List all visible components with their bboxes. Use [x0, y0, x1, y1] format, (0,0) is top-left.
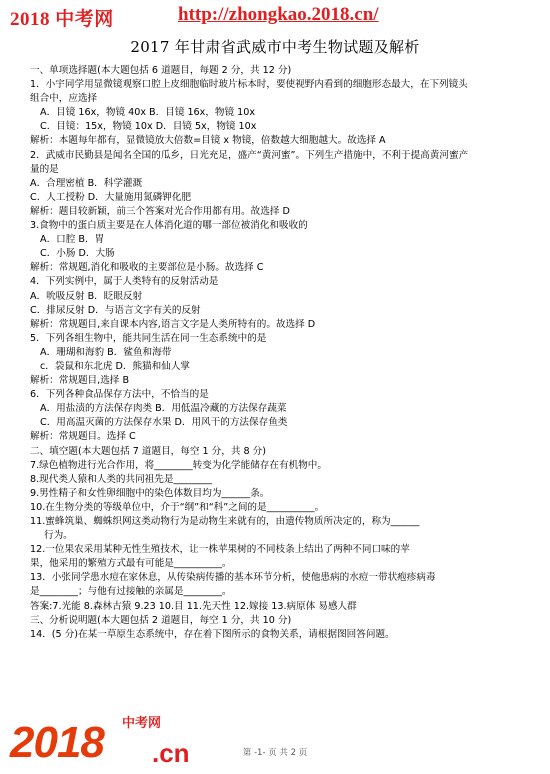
answer-key: 答案:7.光能 8.森林古猿 9.23 10.目 11.先天性 12.嫁接 13.病原体 易感人群: [30, 600, 357, 612]
analysis-text: 解析：常规题目。选择 C: [30, 431, 136, 443]
question-text: 量的是: [30, 163, 59, 175]
question-text: 组合中，应选择: [30, 93, 98, 105]
site-name: 2018 中考网: [10, 9, 114, 30]
answer-options: C．小肠 D．大肠: [40, 248, 115, 260]
section-heading: 二、填空题(本大题包括 7 道题目，每空 1 分，共 8 分): [30, 445, 266, 457]
answer-options: A．口腔 B．胃: [40, 234, 105, 246]
question-text: 10.在生物分类的等级单位中，介于“纲”和“科”之间的是__________。: [30, 501, 325, 513]
answer-options: C．目镜：15x，物镜 10x D．目镜 5x，物镜 10x: [40, 121, 257, 133]
question-text: 果，他采用的繁殖方式最有可能是__________。: [30, 558, 232, 570]
answer-options: A．目镜 16x，物镜 40x B．目镜 16x，物镜 10x: [40, 107, 256, 119]
question-text: 14．(5 分)在某一草原生态系统中，存在着下图所示的食物关系，请根据图回答问题。: [30, 628, 395, 640]
logo-number: 2018: [10, 718, 104, 767]
question-text: 5．下列各组生物中，能共同生活在同一生态系统中的是: [30, 332, 267, 344]
analysis-text: 解析：常规题目,来自课本内容,语言文字是人类所特有的。故选择 D: [30, 318, 316, 330]
answer-options: C．用高温灭菌的方法保存水果 D．用风干的方法保存鱼类: [40, 417, 288, 429]
document-body: [30, 64, 525, 642]
answer-options: A．珊瑚和海豹 B．鲨鱼和海带: [40, 346, 172, 358]
question-text: 7.绿色植物进行光合作用，将________转变为化学能储存在有机物中。: [30, 459, 327, 471]
analysis-text: 解析：本题每年都有，显微镜放大倍数=目镜 x 物镜，倍数越大细胞越大。故选择 A: [30, 135, 386, 147]
site-header: [0, 0, 550, 30]
site-logo: [10, 712, 210, 770]
page-number: 第 -1- 页 共 2 页: [242, 748, 308, 758]
answer-options: A．吮吸反射 B．眨眼反射: [30, 290, 143, 302]
question-text: 4．下列实例中，属于人类特有的反射活动是: [30, 276, 219, 288]
question-text: 行为。: [44, 530, 73, 542]
section-heading: 三、分析说明题(本大题包括 2 道题目，每空 1 分，共 10 分): [30, 614, 292, 626]
question-text: 是________；与他有过接触的亲属是________。: [30, 586, 232, 598]
question-text: 9.男性精子和女性卵细胞中的染色体数目均为______条。: [30, 487, 270, 499]
analysis-text: 解析：题目较新颖，前三个答案对光合作用都有用。故选择 D: [30, 205, 290, 217]
document-title: 2017 年甘肃省武威市中考生物试题及解析: [130, 38, 420, 56]
question-text: 11.蜜蜂筑巢、蜘蛛织网这类动物行为是动物生来就有的，由遗传物质所决定的，称为______: [30, 516, 420, 527]
question-text: 8.现代类人猿和人类的共同祖先是________: [30, 473, 212, 485]
question-text: 13．小张同学患水痘在家休息，从传染病传播的基本环节分析，使他患病的水痘一带状疱疹病毒: [30, 572, 436, 584]
answer-options: A．合理密植 B．科学灌溉: [30, 177, 143, 189]
section-heading: 一、单项选择题(本大题包括 6 道题目，每题 2 分，共 12 分): [30, 65, 292, 76]
logo-domain: .cn: [152, 738, 190, 768]
question-text: 6．下列各种食品保存方法中，不恰当的是: [30, 389, 209, 401]
logo-small-text: 中考网: [122, 715, 162, 730]
site-url-link[interactable]: http://zhongkao.2018.cn/: [178, 4, 379, 25]
question-text: 2．武威市民勤县是闻名全国的瓜乡，日光充足，盛产“黄河蜜”。下列生产措施中，不利于提高黄河蜜产: [30, 149, 469, 161]
answer-options: A．用盐渍的方法保存肉类 B．用低温冷藏的方法保存蔬菜: [40, 403, 287, 415]
answer-options: C．人工授粉 D．大量施用氮磷钾化肥: [30, 191, 192, 203]
analysis-text: 解析：常规题目,选择 B: [30, 375, 130, 387]
question-text: 12.一位果农采用某种无性生殖技术，让一株苹果树的不同枝条上结出了两种不同口味的苹: [30, 544, 410, 556]
answer-options: C．排尿反射 D．与语言文字有关的反射: [30, 304, 201, 316]
answer-options: c．袋鼠和东北虎 D．熊猫和仙人掌: [40, 360, 191, 372]
analysis-text: 解析：常规题,消化和吸收的主要部位是小肠。故选择 C: [30, 262, 264, 274]
question-text: 1．小宇同学用显微镜观察口腔上皮细胞临时玻片标本时，要使视野内看到的细胞形态最大，在下列镜头: [30, 79, 468, 91]
question-text: 3.食物中的蛋白质主要是在人体消化道的哪一部位被消化和吸收的: [30, 220, 308, 232]
